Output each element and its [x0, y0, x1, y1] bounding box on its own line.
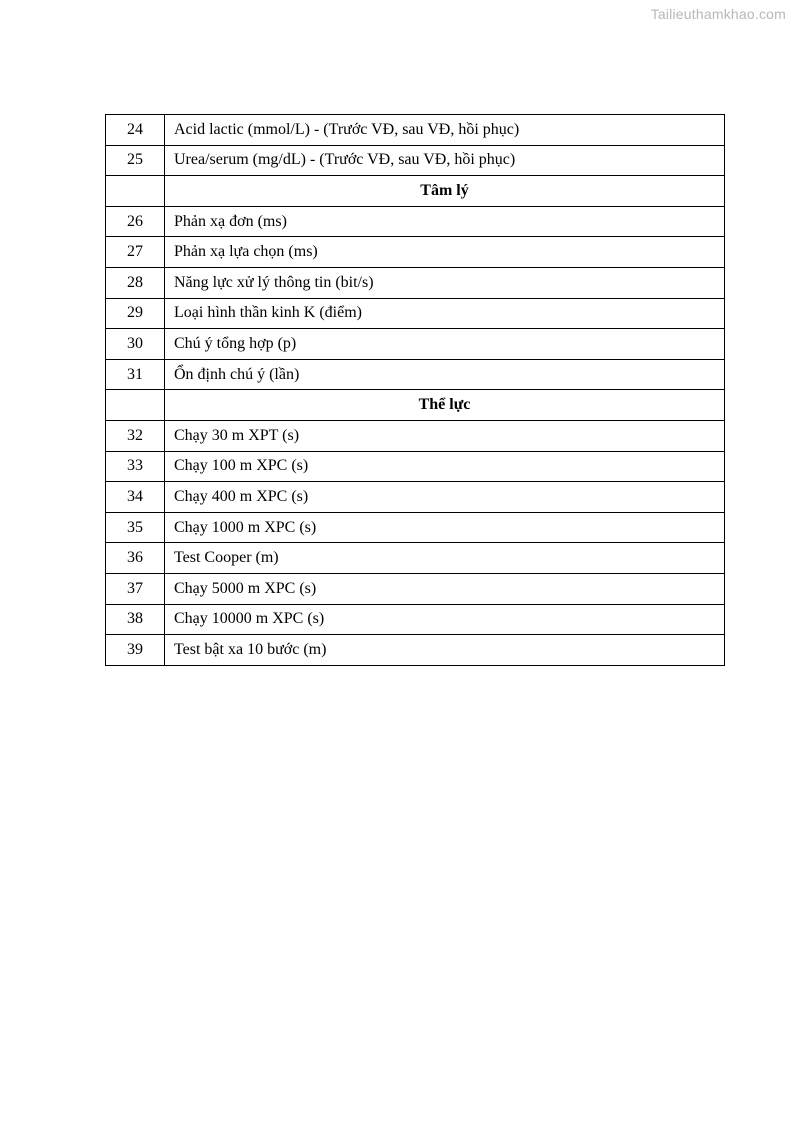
indicator-name: Chạy 400 m XPC (s)	[165, 482, 725, 513]
indicator-name: Test Cooper (m)	[165, 543, 725, 574]
indicator-name: Chạy 1000 m XPC (s)	[165, 512, 725, 543]
watermark-text: Tailieuthamkhao.com	[650, 6, 786, 22]
indicator-name: Urea/serum (mg/dL) - (Trước VĐ, sau VĐ, hồi phục)	[165, 145, 725, 176]
table-row	[106, 145, 725, 176]
table-row	[106, 420, 725, 451]
row-number: 24	[106, 115, 165, 146]
row-number: 32	[106, 420, 165, 451]
indicator-name: Chạy 5000 m XPC (s)	[165, 573, 725, 604]
indicator-name: Chạy 30 m XPT (s)	[165, 420, 725, 451]
table-row	[106, 237, 725, 268]
row-number: 36	[106, 543, 165, 574]
table-row	[106, 604, 725, 635]
row-number: 37	[106, 573, 165, 604]
table-row	[106, 451, 725, 482]
row-number: 28	[106, 267, 165, 298]
row-number: 39	[106, 635, 165, 666]
table-row	[106, 298, 725, 329]
table-row	[106, 267, 725, 298]
table-row	[106, 573, 725, 604]
row-number: 35	[106, 512, 165, 543]
indicators-table-body	[106, 115, 725, 666]
table-row	[106, 329, 725, 360]
indicator-name: Năng lực xử lý thông tin (bit/s)	[165, 267, 725, 298]
row-number: 34	[106, 482, 165, 513]
table-row	[106, 115, 725, 146]
table-row	[106, 482, 725, 513]
row-number	[106, 176, 165, 207]
table-row	[106, 543, 725, 574]
indicator-name: Acid lactic (mmol/L) - (Trước VĐ, sau VĐ, hồi phục)	[165, 115, 725, 146]
section-title: Tâm lý	[165, 176, 725, 207]
row-number: 27	[106, 237, 165, 268]
row-number: 29	[106, 298, 165, 329]
table-row	[106, 512, 725, 543]
indicator-name: Chú ý tổng hợp (p)	[165, 329, 725, 360]
indicator-name: Test bật xa 10 bước (m)	[165, 635, 725, 666]
row-number: 25	[106, 145, 165, 176]
indicator-name: Ổn định chú ý (lần)	[165, 359, 725, 390]
indicator-name: Chạy 100 m XPC (s)	[165, 451, 725, 482]
row-number: 26	[106, 206, 165, 237]
indicator-name: Phản xạ đơn (ms)	[165, 206, 725, 237]
row-number	[106, 390, 165, 421]
section-header-row	[106, 390, 725, 421]
row-number: 38	[106, 604, 165, 635]
section-header-row	[106, 176, 725, 207]
table-row	[106, 206, 725, 237]
row-number: 33	[106, 451, 165, 482]
row-number: 30	[106, 329, 165, 360]
table-row	[106, 635, 725, 666]
table-row	[106, 359, 725, 390]
indicators-table	[105, 114, 725, 666]
indicator-name: Loại hình thần kinh K (điểm)	[165, 298, 725, 329]
row-number: 31	[106, 359, 165, 390]
indicator-name: Phản xạ lựa chọn (ms)	[165, 237, 725, 268]
section-title: Thể lực	[165, 390, 725, 421]
indicator-name: Chạy 10000 m XPC (s)	[165, 604, 725, 635]
